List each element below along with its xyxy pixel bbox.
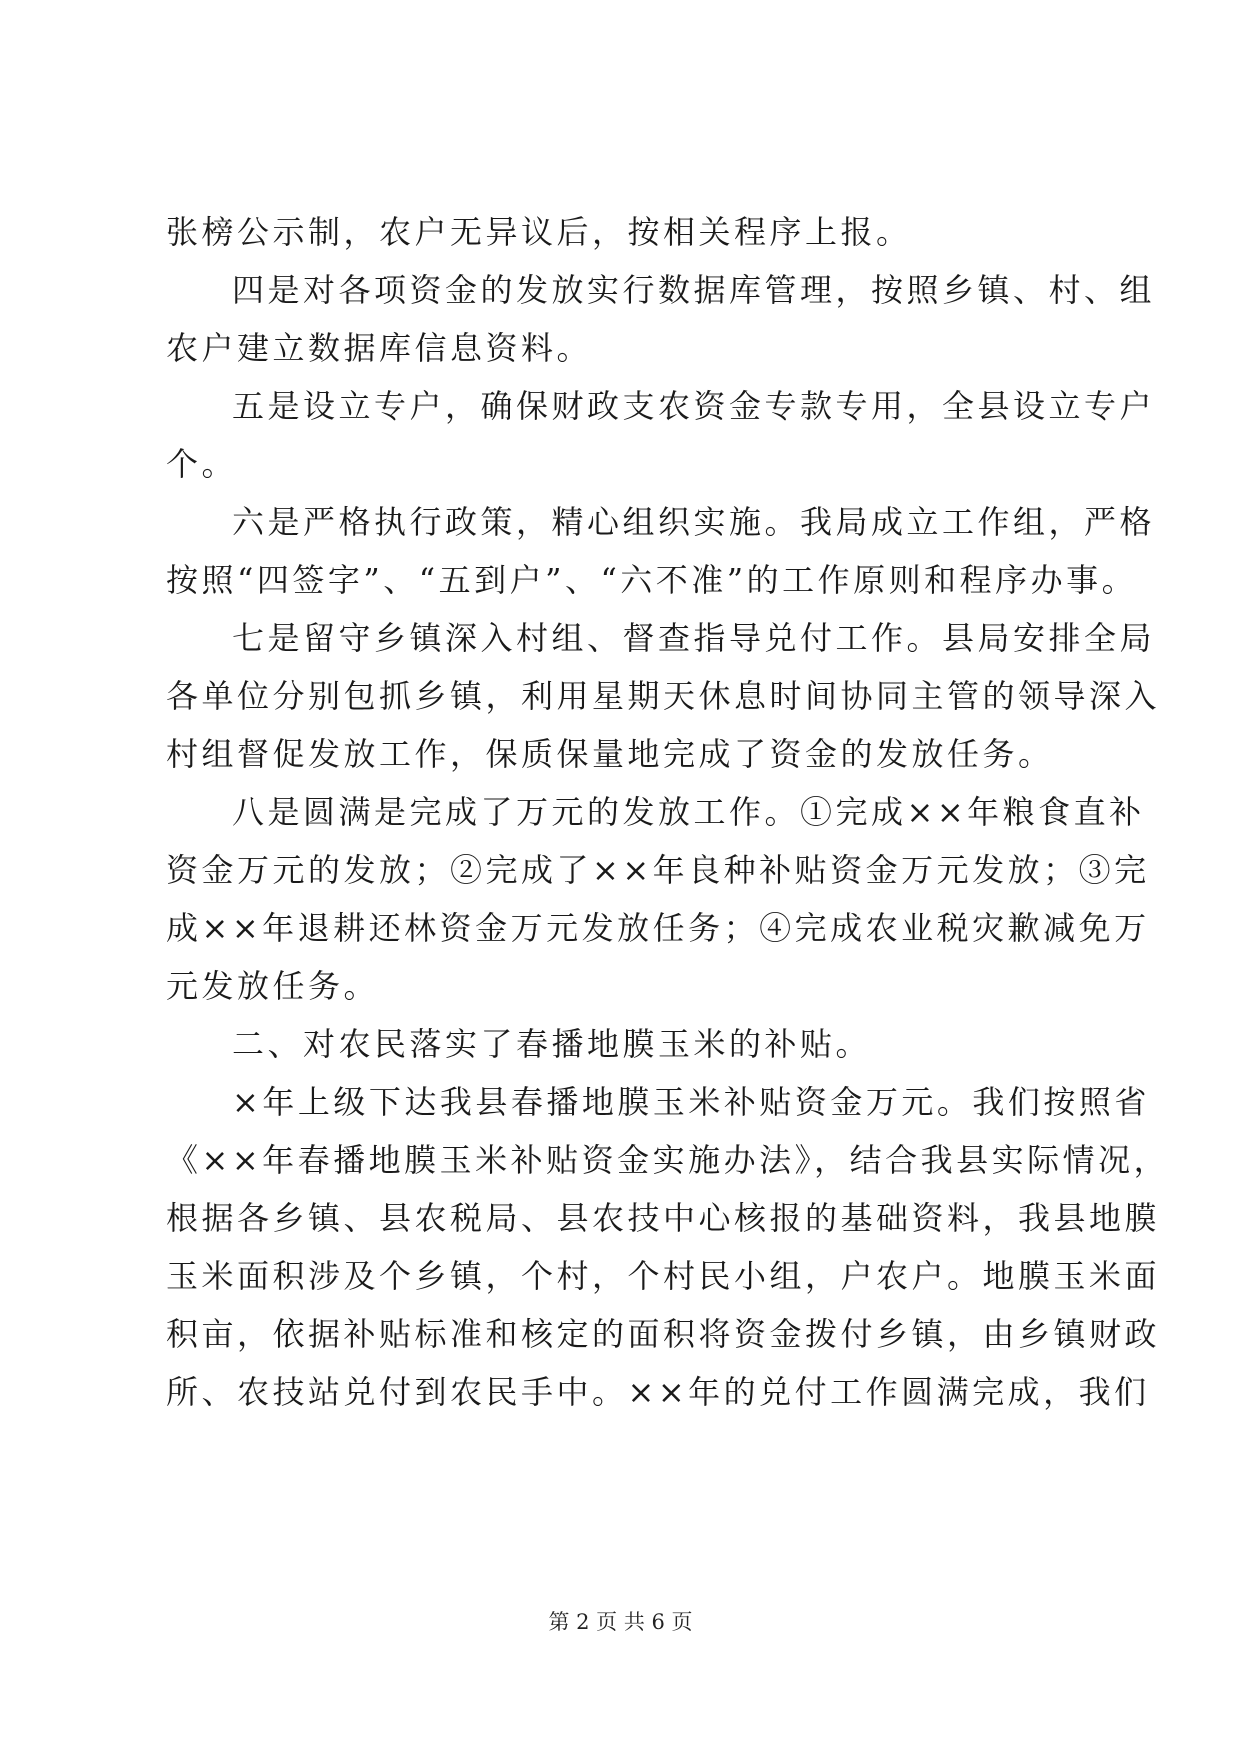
text-line: 玉米面积涉及个乡镇，个村，个村民小组，户农户。地膜玉米面 <box>166 1257 1161 1295</box>
text-line: 元发放任务。 <box>166 967 380 1005</box>
text-line: 张榜公示制，农户无异议后，按相关程序上报。 <box>166 213 912 251</box>
text-line: 八是圆满是完成了万元的发放工作。①完成××年粮食直补 <box>232 793 1145 831</box>
text-line: 农户建立数据库信息资料。 <box>166 329 593 367</box>
text-line: 六是严格执行政策，精心组织实施。我局成立工作组，严格 <box>232 503 1156 541</box>
text-line: 所、农技站兑付到农民手中。××年的兑付工作圆满完成，我们 <box>166 1373 1150 1411</box>
page-number-footer: 第 2 页 共 6 页 <box>548 1610 693 1634</box>
text-line: 五是设立专户，确保财政支农资金专款专用，全县设立专户 <box>232 387 1156 425</box>
text-line: 成××年退耕还林资金万元发放任务；④完成农业税灾歉减免万 <box>166 909 1150 947</box>
text-line: 《××年春播地膜玉米补贴资金实施办法》，结合我县实际情况， <box>166 1141 1170 1179</box>
text-line: 七是留守乡镇深入村组、督查指导兑付工作。县局安排全局 <box>232 619 1156 657</box>
text-line: 积亩，依据补贴标准和核定的面积将资金拨付乡镇，由乡镇财政 <box>166 1315 1161 1353</box>
text-line: 村组督促发放工作，保质保量地完成了资金的发放任务。 <box>166 735 1054 773</box>
text-line: 按照“四签字”、“五到户”、“六不准”的工作原则和程序办事。 <box>166 561 1138 599</box>
text-line: 四是对各项资金的发放实行数据库管理，按照乡镇、村、组 <box>232 271 1156 309</box>
text-line: ×年上级下达我县春播地膜玉米补贴资金万元。我们按照省 <box>232 1083 1150 1121</box>
section-heading: 二、对农民落实了春播地膜玉米的补贴。 <box>232 1025 872 1063</box>
text-line: 根据各乡镇、县农税局、县农技中心核报的基础资料，我县地膜 <box>166 1199 1161 1237</box>
text-line: 各单位分别包抓乡镇，利用星期天休息时间协同主管的领导深入 <box>166 677 1161 715</box>
text-line: 资金万元的发放；②完成了××年良种补贴资金万元发放；③完 <box>166 851 1150 889</box>
text-line: 个。 <box>166 445 238 483</box>
